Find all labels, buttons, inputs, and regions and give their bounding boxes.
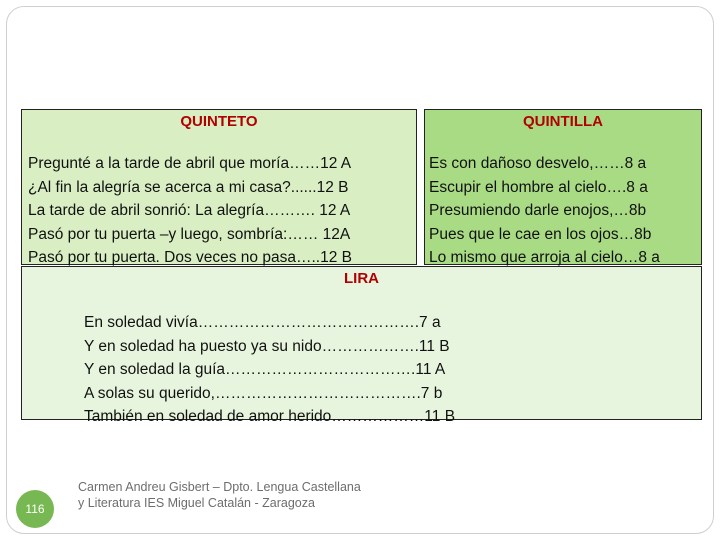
- lira-title: LIRA: [344, 270, 379, 287]
- lira-panel: [21, 266, 702, 425]
- verse-line: ¿Al fin la alegría se acerca a mi casa?......12 B: [28, 178, 349, 196]
- verse-line: Presumiendo darle enojos,…8b: [429, 202, 647, 219]
- verse-line: Pasó por tu puerta –y luego, sombría:…… 12A: [28, 225, 351, 243]
- verse-line: A solas su querido,………………………………….7 b: [84, 384, 443, 402]
- verse-line: En soledad vivía…………………………………….7 a: [84, 314, 441, 331]
- verse-line: Lo mismo que arroja al cielo…8 a: [429, 249, 660, 266]
- verse-line: Escupir el hombre al cielo….8 a: [429, 178, 648, 196]
- quinteto-verses: [28, 152, 352, 270]
- footer-credit: Carmen Andreu Gisbert – Dpto. Lengua Castellana y Literatura IES Miguel Catalán - Zaragoza: [78, 480, 361, 510]
- quinteto-title: QUINTETO: [180, 113, 258, 130]
- verse-line: Es con dañoso desvelo,……8 a: [429, 155, 647, 172]
- page-number-badge: 116: [16, 490, 54, 528]
- quintilla-panel: [424, 109, 702, 265]
- verse-line: Y en soledad la guía……………………………….11 A: [84, 361, 446, 378]
- quintilla-title: QUINTILLA: [523, 113, 603, 130]
- verse-line: La tarde de abril sonrió: La alegría………. 12 A: [28, 202, 351, 219]
- verse-line: Pregunté a la tarde de abril que moría……12 A: [28, 155, 352, 172]
- verse-line: Pues que le cae en los ojos…8b: [429, 225, 652, 243]
- quinteto-panel: [21, 109, 417, 265]
- verse-line: También en soledad de amor herido………………11 B: [84, 408, 456, 425]
- verse-line: Pasó por tu puerta. Dos veces no pasa…..12 B: [28, 249, 352, 266]
- verse-line: Y en soledad ha puesto ya su nido……………….11 B: [84, 337, 450, 355]
- lira-verses: [84, 311, 455, 429]
- quintilla-verses: [429, 152, 660, 270]
